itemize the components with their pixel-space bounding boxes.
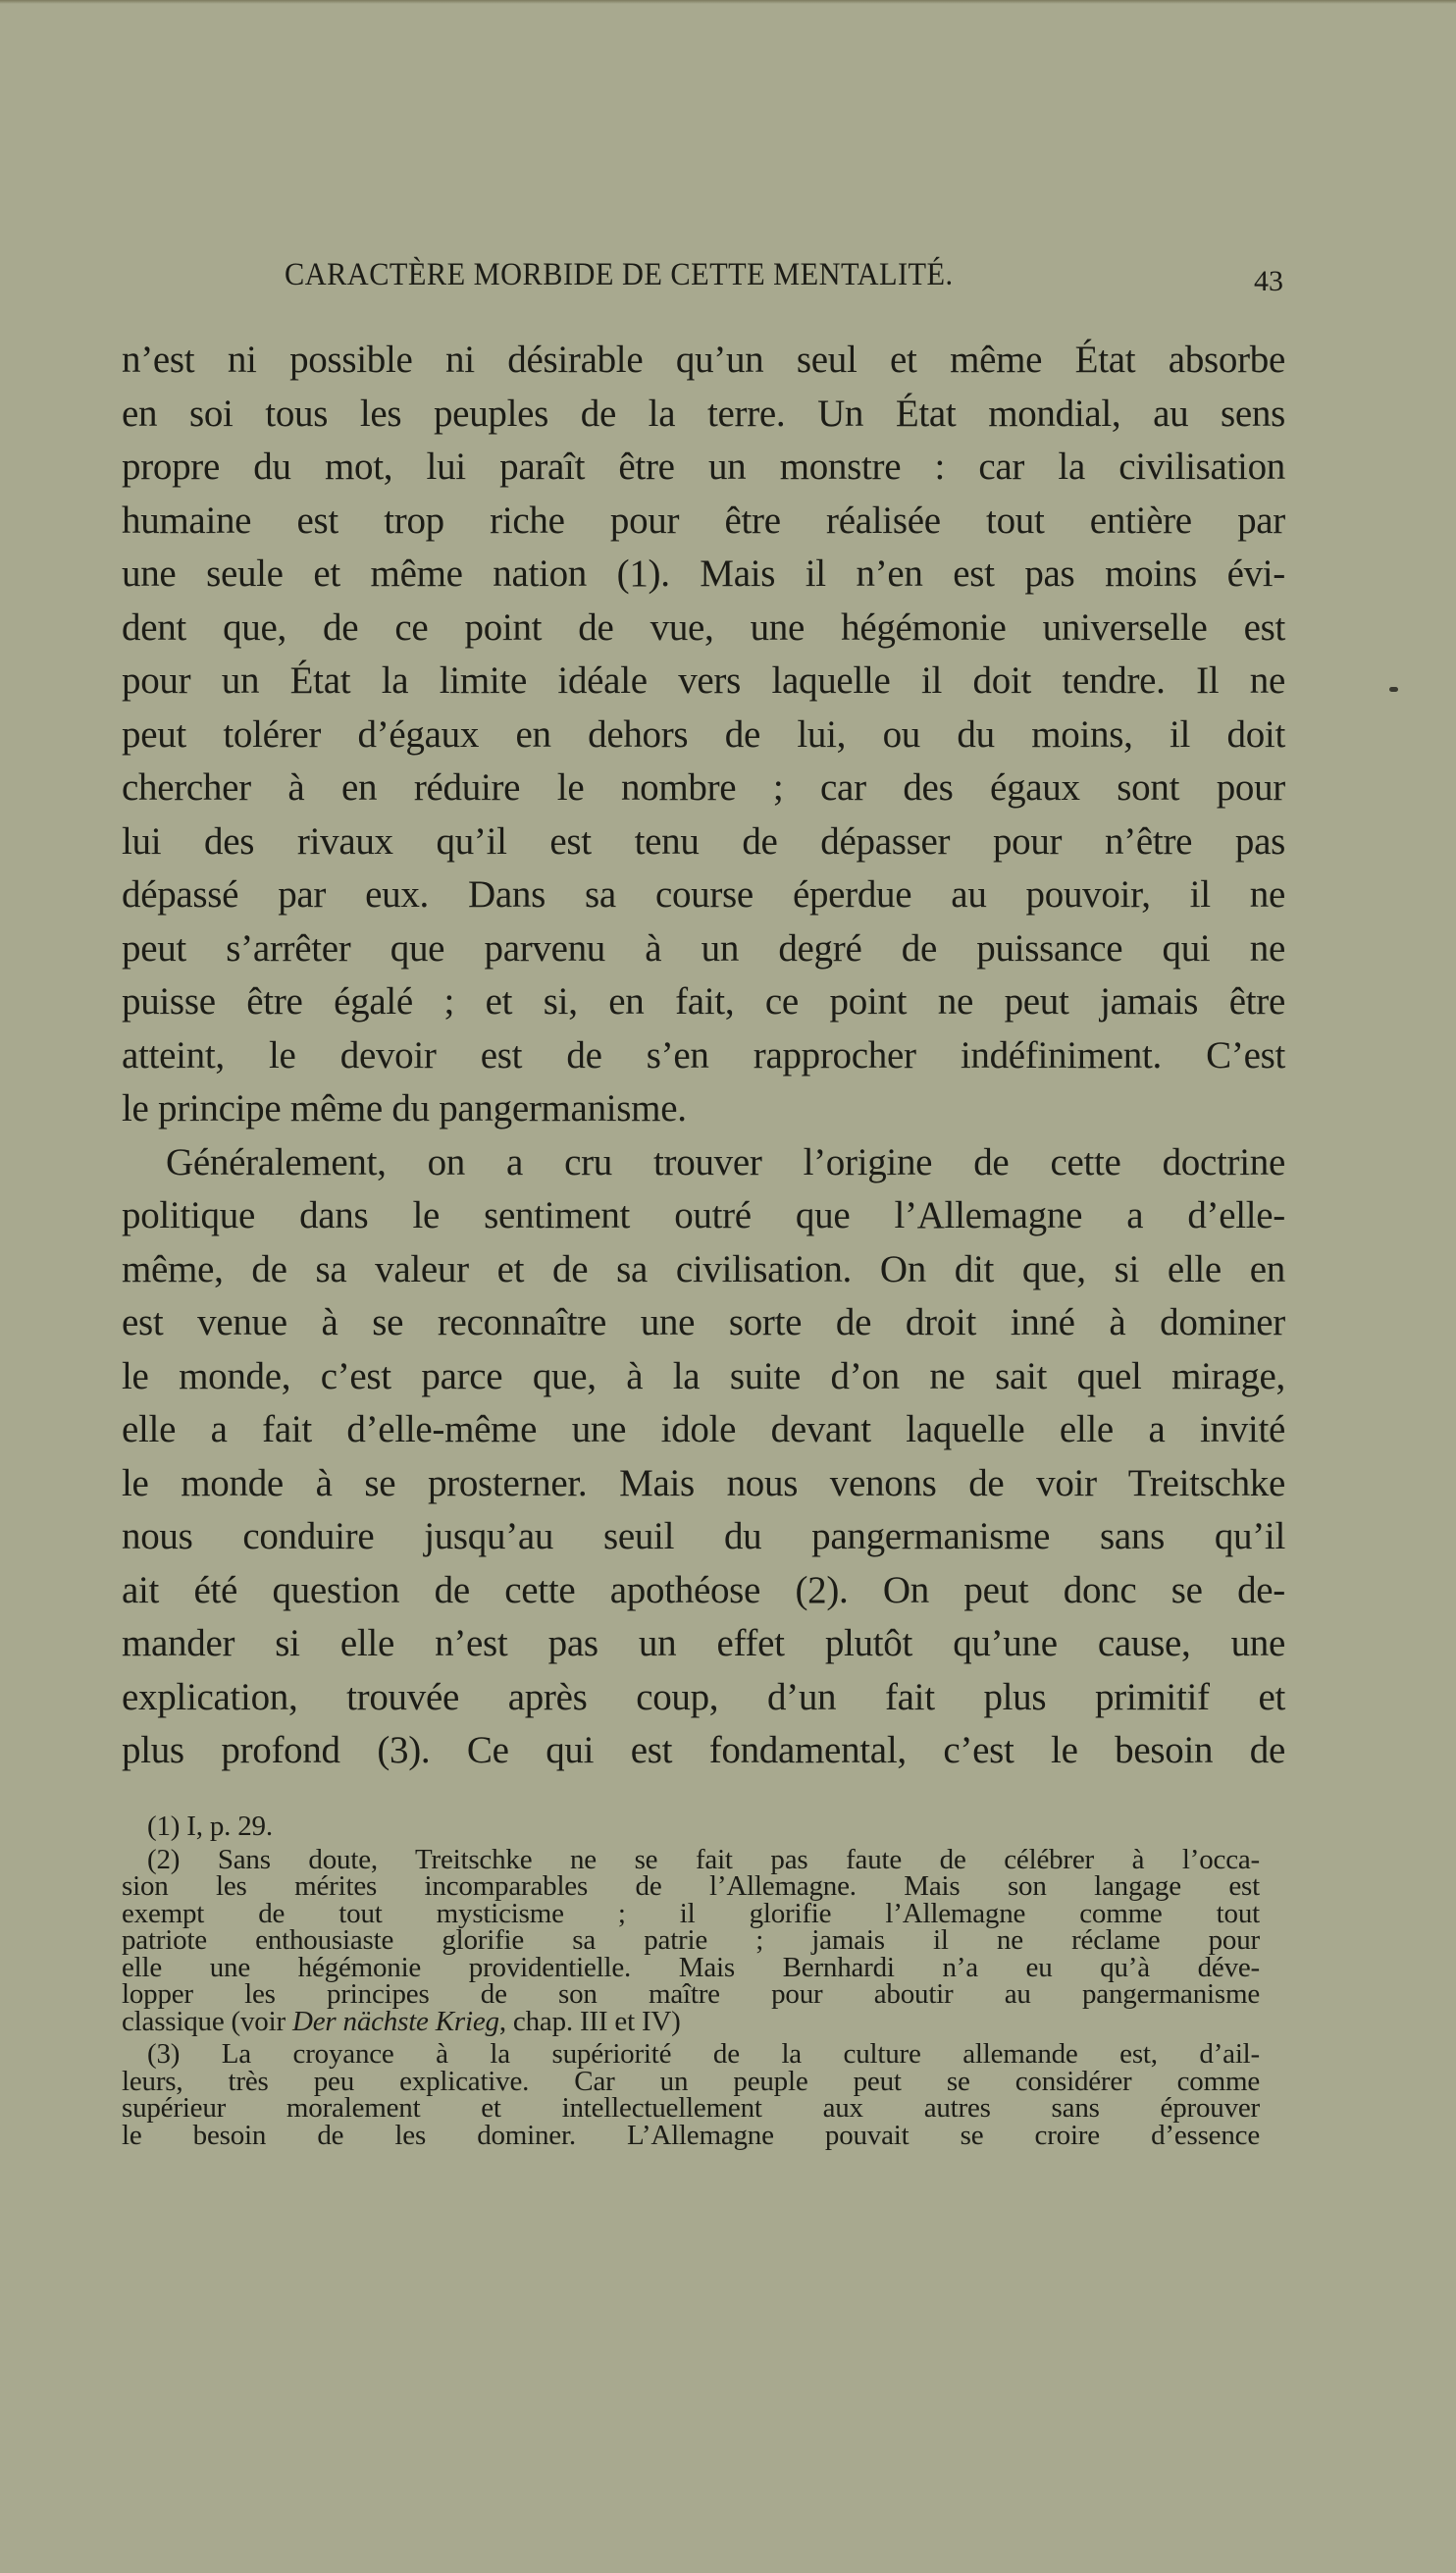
body-line: puisse être égalé ; et si, en fait, ce point ne peut jamais être <box>122 980 1285 1023</box>
body-line: explication, trouvée après coup, d’un fait plus primitif et <box>122 1675 1285 1718</box>
footnote-line: le besoin de les dominer. L’Allemagne pouvait se croire d’essence <box>122 2119 1260 2151</box>
body-line: propre du mot, lui paraît être un monstre : car la civilisation <box>122 446 1285 488</box>
page-top-edge <box>0 0 1456 4</box>
body-line: politique dans le sentiment outré que l’Allemagne a d’elle- <box>122 1194 1285 1236</box>
body-line: dépassé par eux. Dans sa course éperdue au pouvoir, il ne <box>122 873 1285 916</box>
body-line: n’est ni possible ni désirable qu’un seul et même État absorbe <box>122 339 1285 381</box>
paragraph-end-line: le principe même du pangermanisme. <box>122 1087 687 1129</box>
body-line: en soi tous les peuples de la terre. Un État mondial, au sens <box>122 392 1285 435</box>
body-line: elle a fait d’elle-même une idole devant laquelle elle a invité <box>122 1408 1285 1450</box>
footnote-text: , chap. III et IV) <box>498 2005 681 2037</box>
body-line: plus profond (3). Ce qui est fondamental, c’est le besoin de <box>122 1729 1285 1771</box>
footnote-text: classique (voir <box>122 2005 292 2037</box>
body-line: chercher à en réduire le nombre ; car des égaux sont pour <box>122 766 1285 809</box>
footnotes <box>122 1813 1260 2149</box>
body-line: ait été question de cette apothéose (2). On peut donc se de- <box>122 1568 1285 1611</box>
paragraph-start-line: Généralement, on a cru trouver l’origine de cette doctrine <box>166 1140 1285 1183</box>
body-line: est venue à se reconnaître une sorte de droit inné à dominer <box>122 1301 1285 1343</box>
footnote-line: (3) La croyance à la supériorité de la culture allemande est, d’ail- <box>147 2038 1260 2070</box>
footnote-line: elle une hégémonie providentielle. Mais Bernhardi n’a eu qu’à déve- <box>122 1951 1260 1983</box>
body-line: une seule et même nation (1). Mais il n’en est pas moins évi- <box>122 552 1285 595</box>
footnote-3 <box>122 2038 1260 2151</box>
footnote-line: exempt de tout mysticisme ; il glorifie l’Allemagne comme tout <box>122 1897 1260 1929</box>
footnote-line: (1) I, p. 29. <box>147 1811 273 1842</box>
body-line: peut tolérer d’égaux en dehors de lui, ou du moins, il doit <box>122 712 1285 756</box>
body-line: mander si elle n’est pas un effet plutôt qu’une cause, une <box>122 1622 1285 1664</box>
footnote-line: sion les mérites incomparables de l’Allemagne. Mais son langage est <box>122 1870 1260 1902</box>
running-head-container <box>285 257 1205 296</box>
body-line: humaine est trop riche pour être réalisée tout entière par <box>122 499 1285 542</box>
body-line: pour un État la limite idéale vers laquelle il doit tendre. Il ne <box>122 659 1285 702</box>
footnote-line: lopper les principes de son maître pour aboutir au pangermanisme <box>122 1978 1260 2010</box>
footnote-line: patriote enthousiaste glorifie sa patrie ; jamais il ne réclame pour <box>122 1924 1260 1956</box>
footnote-line: supérieur moralement et intellectuellement aux autres sans éprouver <box>122 2092 1260 2124</box>
body-line: nous conduire jusqu’au seuil du pangermanisme sans qu’il <box>122 1515 1285 1557</box>
footnote-line: (2) Sans doute, Treitschke ne se fait pas faute de célébrer à l’occa- <box>147 1843 1260 1875</box>
body-line: dent que, de ce point de vue, une hégémonie universelle est <box>122 605 1285 649</box>
footnote-2 <box>122 1843 1260 2037</box>
body-line: lui des rivaux qu’il est tenu de dépasser pour n’être pas <box>122 819 1285 863</box>
running-head-title: CARACTÈRE MORBIDE DE CETTE MENTALITÉ. <box>285 257 954 292</box>
body-text <box>122 334 1285 1778</box>
body-line: le monde à se prosterner. Mais nous venons de voir Treitschke <box>122 1461 1285 1504</box>
body-line: peut s’arrêter que parvenu à un degré de puissance qui ne <box>122 926 1285 970</box>
scan-artifact-mark <box>1389 687 1398 692</box>
footnote-line <box>122 2005 1260 2037</box>
book-title-citation: Der nächste Krieg <box>291 2005 499 2037</box>
footnote-1 <box>122 1813 1260 1841</box>
body-line: atteint, le devoir est de s’en rapprocher indéfiniment. C’est <box>122 1033 1285 1076</box>
page-number: 43 <box>1254 265 1283 297</box>
body-line: le monde, c’est parce que, à la suite d’on ne sait quel mirage, <box>122 1354 1285 1397</box>
footnote-line: leurs, très peu explicative. Car un peuple peut se considérer comme <box>122 2065 1260 2097</box>
body-line: même, de sa valeur et de sa civilisation. On dit que, si elle en <box>122 1247 1285 1290</box>
